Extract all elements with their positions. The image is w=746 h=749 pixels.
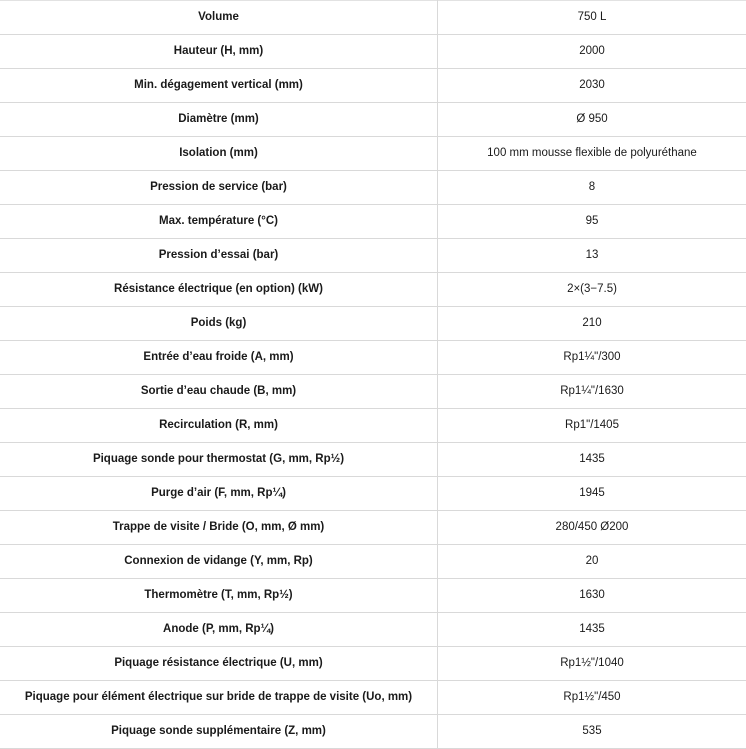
row-value: Rp1¼"/300 — [438, 341, 746, 375]
row-value: 1945 — [438, 477, 746, 511]
table-row — [0, 239, 746, 273]
row-value: Rp1½"/1040 — [438, 647, 746, 681]
table-row — [0, 545, 746, 579]
row-label: Trappe de visite / Bride (O, mm, Ø mm) — [0, 511, 438, 545]
row-label: Anode (P, mm, Rp¼) — [0, 613, 438, 647]
table-row — [0, 715, 746, 749]
row-value: 20 — [438, 545, 746, 579]
row-label: Piquage résistance électrique (U, mm) — [0, 647, 438, 681]
row-label: Diamètre (mm) — [0, 103, 438, 137]
table-row — [0, 511, 746, 545]
row-label: Purge d’air (F, mm, Rp¼) — [0, 477, 438, 511]
table-row — [0, 69, 746, 103]
row-label: Max. température (°C) — [0, 205, 438, 239]
table-row — [0, 409, 746, 443]
table-row — [0, 35, 746, 69]
table-row — [0, 137, 746, 171]
row-value: 1435 — [438, 443, 746, 477]
row-value: Rp1¼"/1630 — [438, 375, 746, 409]
table-row — [0, 443, 746, 477]
row-label: Pression d’essai (bar) — [0, 239, 438, 273]
row-label: Connexion de vidange (Y, mm, Rp) — [0, 545, 438, 579]
table-row — [0, 103, 746, 137]
table-row — [0, 205, 746, 239]
row-label: Min. dégagement vertical (mm) — [0, 69, 438, 103]
row-label: Volume — [0, 1, 438, 35]
row-label: Pression de service (bar) — [0, 171, 438, 205]
row-label: Piquage pour élément électrique sur bride de trappe de visite (Uo, mm) — [0, 681, 438, 715]
table-row — [0, 477, 746, 511]
row-label: Sortie d’eau chaude (B, mm) — [0, 375, 438, 409]
row-value: 13 — [438, 239, 746, 273]
table-row — [0, 341, 746, 375]
row-label: Recirculation (R, mm) — [0, 409, 438, 443]
row-label: Entrée d’eau froide (A, mm) — [0, 341, 438, 375]
row-label: Poids (kg) — [0, 307, 438, 341]
row-value: 210 — [438, 307, 746, 341]
row-label: Piquage sonde pour thermostat (G, mm, Rp½) — [0, 443, 438, 477]
row-value: Ø 950 — [438, 103, 746, 137]
row-value: 100 mm mousse flexible de polyuréthane — [438, 137, 746, 171]
table-row — [0, 1, 746, 35]
table-row — [0, 375, 746, 409]
row-value: 535 — [438, 715, 746, 749]
table-row — [0, 579, 746, 613]
table-row — [0, 273, 746, 307]
row-value: 280/450 Ø200 — [438, 511, 746, 545]
row-label: Isolation (mm) — [0, 137, 438, 171]
row-value: 8 — [438, 171, 746, 205]
spec-table-body — [0, 1, 746, 749]
table-row — [0, 171, 746, 205]
table-row — [0, 681, 746, 715]
row-value: 2030 — [438, 69, 746, 103]
table-row — [0, 307, 746, 341]
row-label: Résistance électrique (en option) (kW) — [0, 273, 438, 307]
row-value: 2000 — [438, 35, 746, 69]
row-label: Hauteur (H, mm) — [0, 35, 438, 69]
row-value: Rp1"/1405 — [438, 409, 746, 443]
row-value: Rp1½"/450 — [438, 681, 746, 715]
row-value: 1435 — [438, 613, 746, 647]
table-row — [0, 647, 746, 681]
row-value: 1630 — [438, 579, 746, 613]
row-label: Thermomètre (T, mm, Rp½) — [0, 579, 438, 613]
row-value: 2×(3−7.5) — [438, 273, 746, 307]
row-value: 750 L — [438, 1, 746, 35]
table-row — [0, 613, 746, 647]
row-label: Piquage sonde supplémentaire (Z, mm) — [0, 715, 438, 749]
row-value: 95 — [438, 205, 746, 239]
